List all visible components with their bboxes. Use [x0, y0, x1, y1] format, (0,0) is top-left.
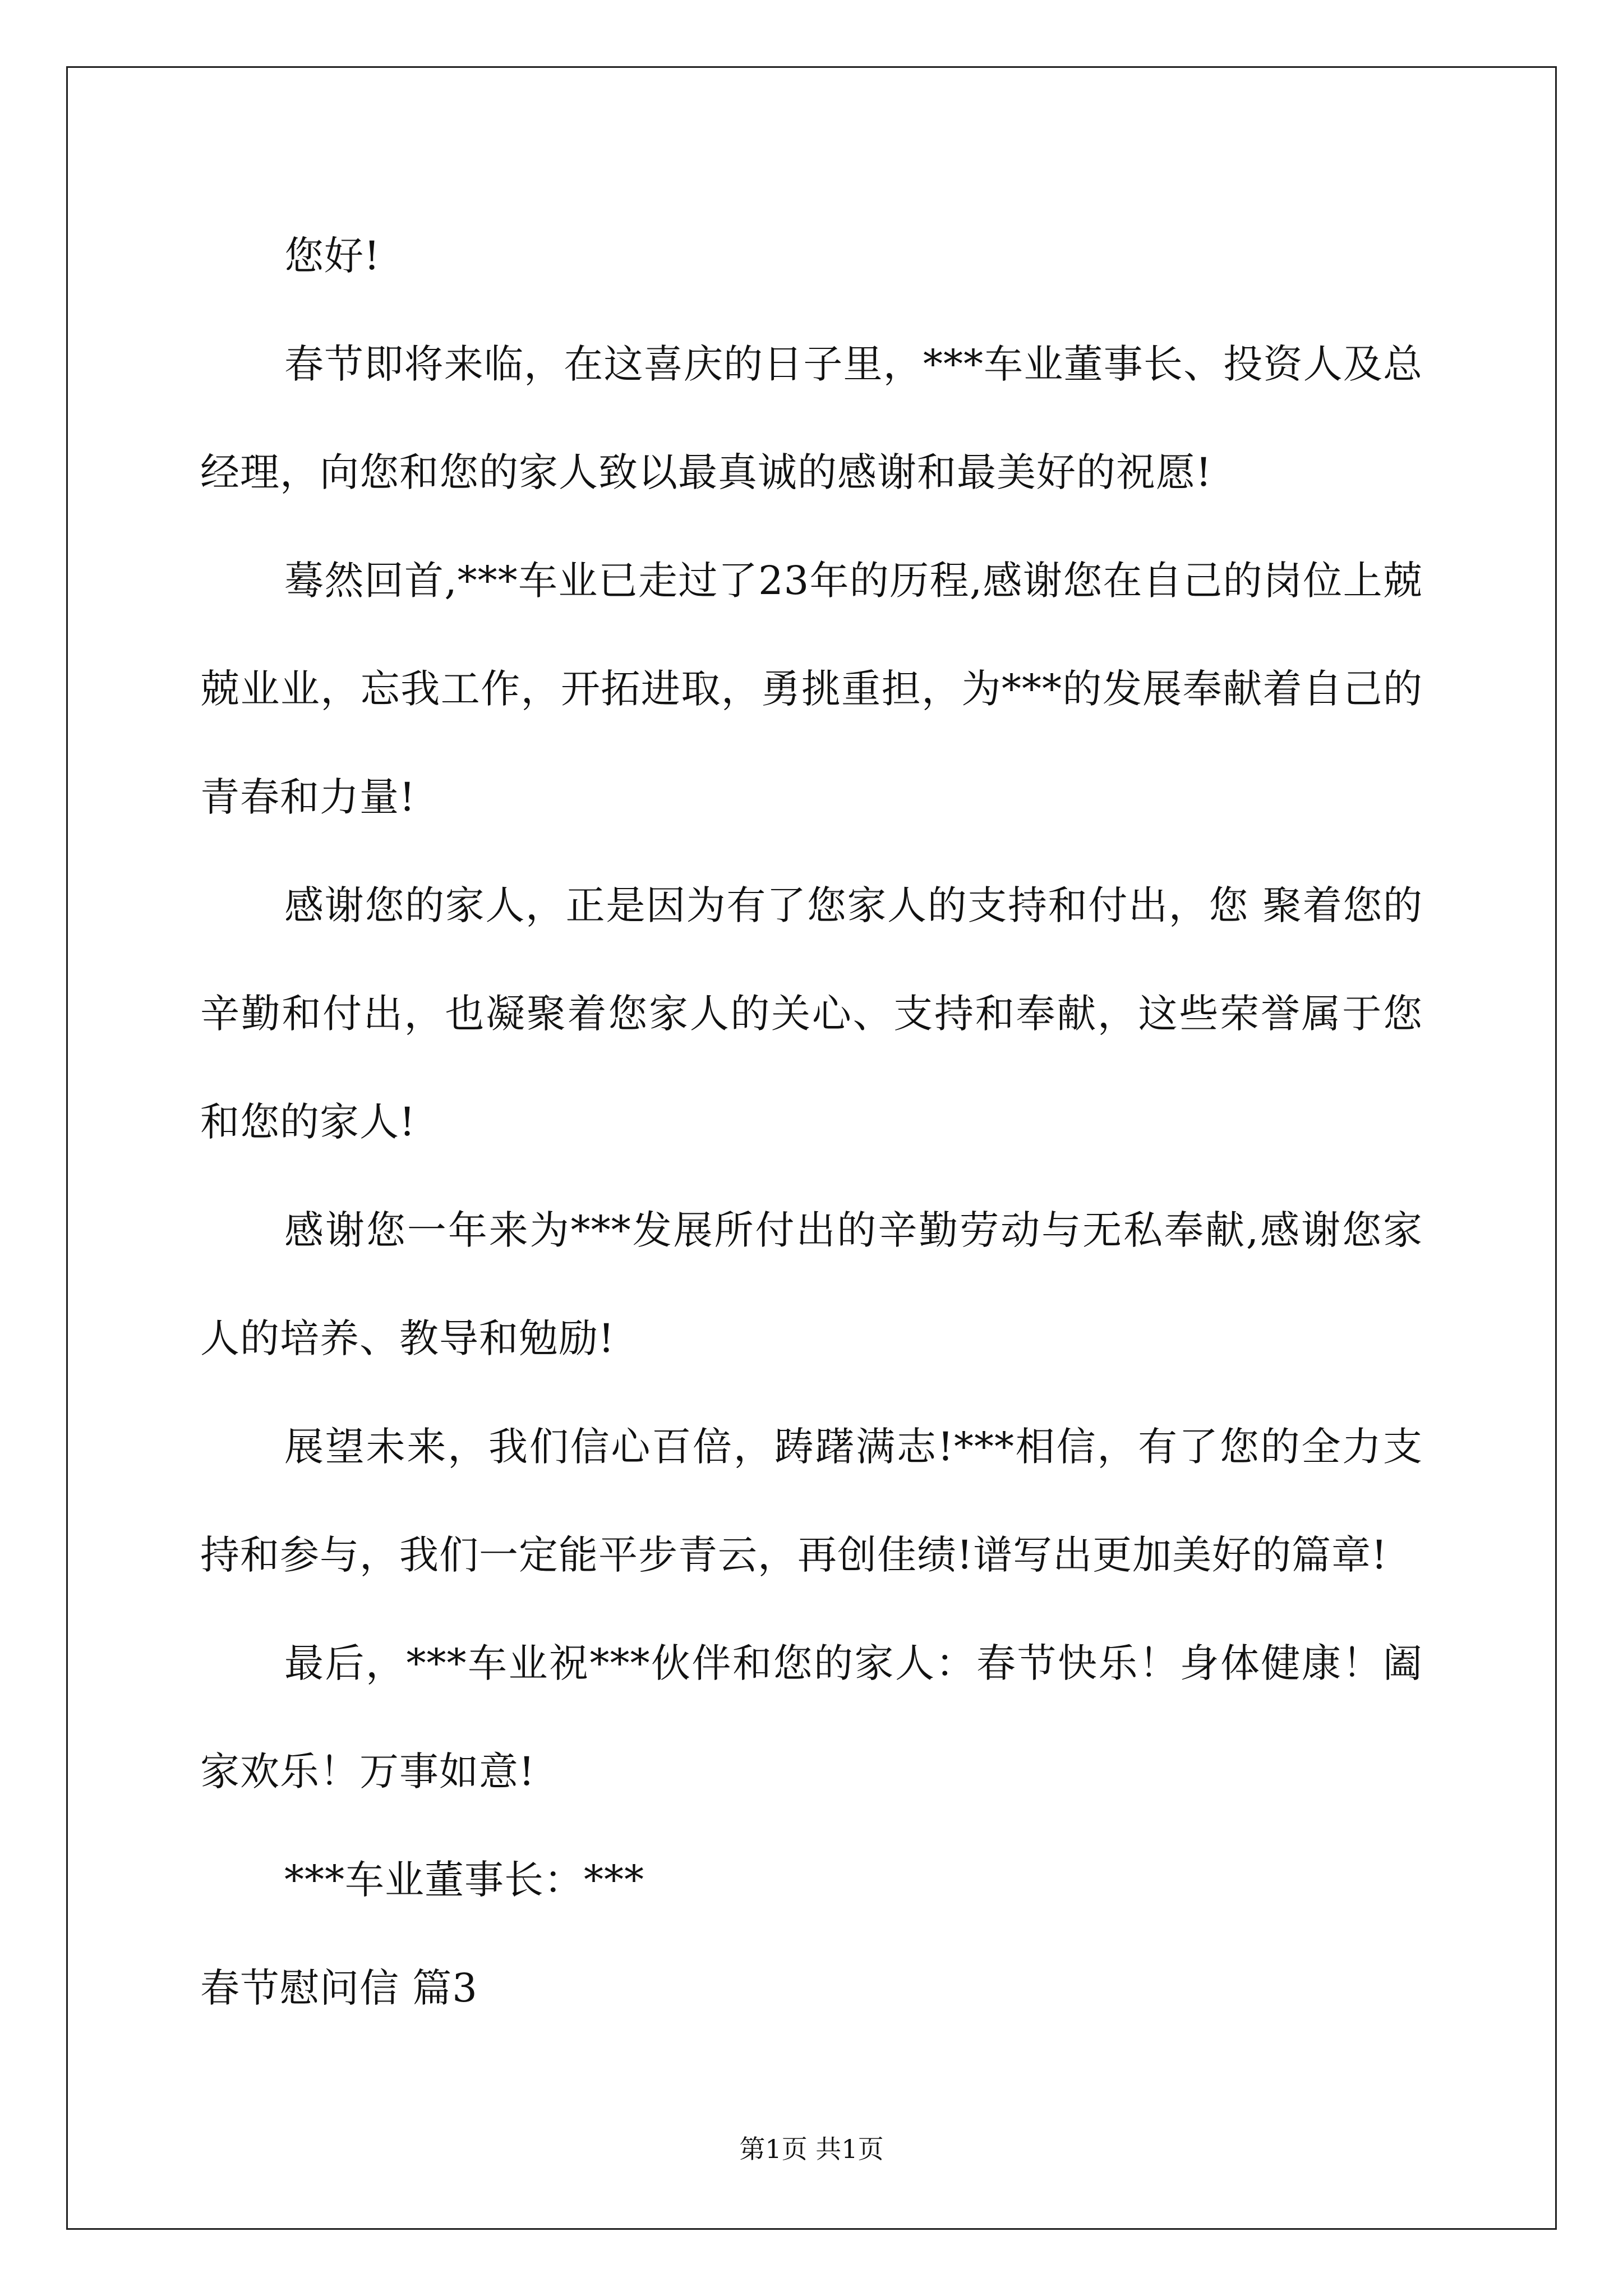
signature: ***车业董事长：***	[284, 1857, 644, 1903]
paragraph-closing-wishes: 最后，***车业祝***伙伴和您的家人：春节快乐！身体健康！阖家欢乐！万事如意!	[200, 1640, 1423, 1795]
paragraph-year-thanks: 感谢您一年来为***发展所付出的辛勤劳动与无私奉献,感谢您家人的培养、教导和勉励!	[200, 1207, 1423, 1361]
document-body	[200, 202, 1423, 2042]
page-footer: 第1页 共1页	[739, 2134, 884, 2164]
paragraph-future: 展望未来，我们信心百倍，踌躇满志!***相信，有了您的全力支持和参与，我们一定能平步青云，再创佳绩!谱写出更加美好的篇章!	[200, 1424, 1423, 1578]
paragraph-history: 蓦然回首,***车业已走过了23年的历程,感谢您在自己的岗位上兢兢业业，忘我工作，开拓进取，勇挑重担，为***的发展奉献着自己的青春和力量!	[200, 558, 1423, 820]
greeting: 您好!	[284, 233, 381, 279]
paragraph-new-year-wishes: 春节即将来临，在这喜庆的日子里，***车业董事长、投资人及总经理，向您和您的家人致以最真诚的感谢和最美好的祝愿!	[200, 341, 1423, 495]
paragraph-family-thanks: 感谢您的家人，正是因为有了您家人的支持和付出，您 聚着您的辛勤和付出，也凝聚着您家人的关心、支持和奉献，这些荣誉属于您和您的家人!	[200, 882, 1423, 1145]
section-heading: 春节慰问信 篇3	[200, 1965, 478, 2011]
